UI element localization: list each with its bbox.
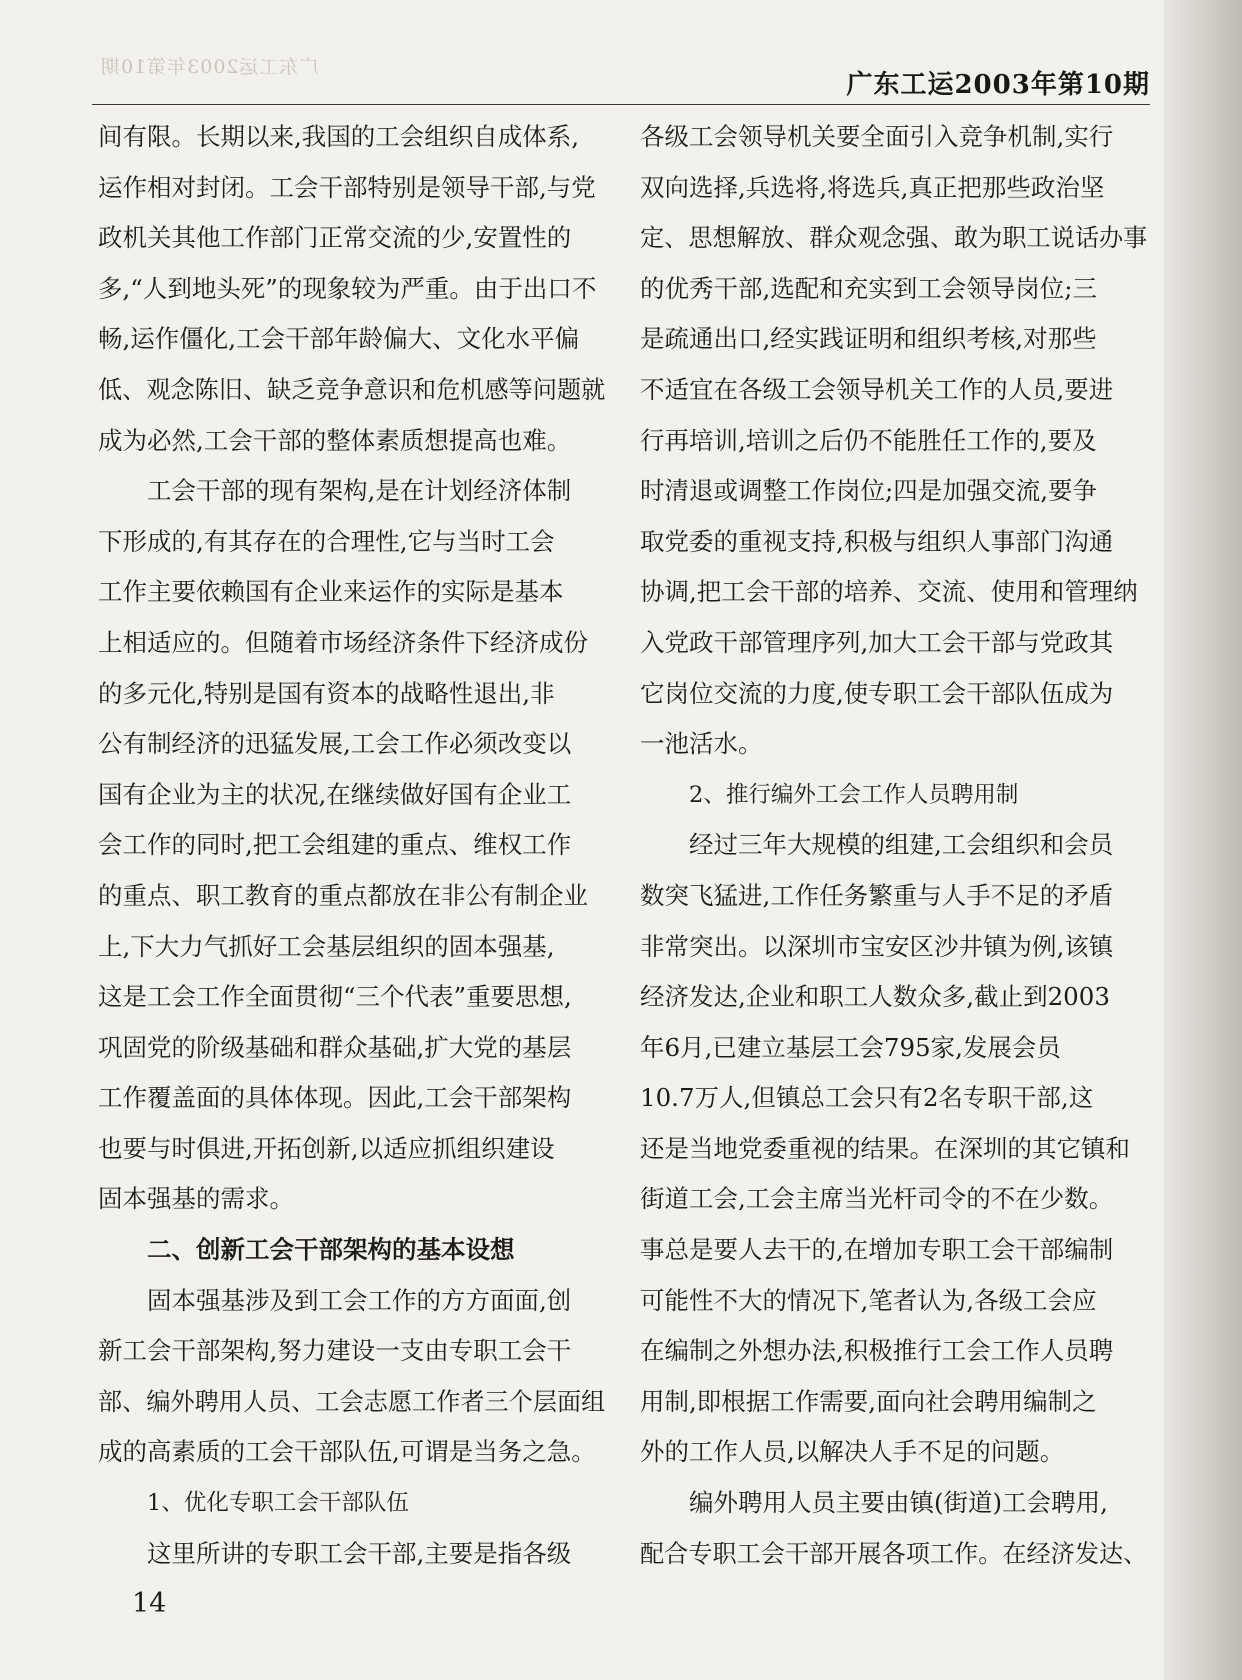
subsection-heading: 1、优化专职工会干部队伍 <box>147 1490 409 1517</box>
text-line: 在编制之外想办法,积极推行工会工作人员聘 <box>640 1336 1114 1366</box>
text-line: 上相适应的。但随着市场经济条件下经济成份 <box>98 627 588 657</box>
text-line: 还是当地党委重视的结果。在深圳的其它镇和 <box>640 1133 1130 1163</box>
text-line: 这是工会工作全面贯彻“三个代表”重要思想, <box>98 982 572 1012</box>
text-line: 数突飞猛进,工作任务繁重与人手不足的矛盾 <box>640 880 1114 910</box>
text-line: 取党委的重视支持,积极与组织人事部门沟通 <box>640 526 1114 556</box>
text-line: 协调,把工会干部的培养、交流、使用和管理纳 <box>640 577 1138 607</box>
text-line: 工作覆盖面的具体体现。因此,工会干部架构 <box>98 1083 572 1113</box>
text-line: 运作相对封闭。工会干部特别是领导干部,与党 <box>98 172 596 202</box>
text-line: 不适宜在各级工会领导机关工作的人员,要进 <box>640 374 1114 404</box>
text-line: 下形成的,有其存在的合理性,它与当时工会 <box>98 526 555 556</box>
text-line: 用制,即根据工作需要,面向社会聘用编制之 <box>640 1386 1097 1416</box>
text-line: 政机关其他工作部门正常交流的少,安置性的 <box>98 223 572 253</box>
text-line: 成的高素质的工会干部队伍,可谓是当务之急。 <box>98 1437 596 1467</box>
section-heading: 二、创新工会干部架构的基本设想 <box>147 1235 515 1265</box>
text-line: 一池活水。 <box>640 729 763 759</box>
text-line: 会工作的同时,把工会组建的重点、维权工作 <box>98 830 572 860</box>
text-line: 年6月,已建立基层工会795家,发展会员 <box>640 1032 1061 1062</box>
text-line: 经过三年大规模的组建,工会组织和会员 <box>689 830 1114 860</box>
bleed-through-header: 广东工运2003年第10期 <box>100 56 319 78</box>
header-rule <box>92 104 1150 105</box>
text-line: 的重点、职工教育的重点都放在非公有制企业 <box>98 880 588 910</box>
text-line: 低、观念陈旧、缺乏竞争意识和危机感等问题就 <box>98 375 606 404</box>
text-line: 多,“人到地头死”的现象较为严重。由于出口不 <box>98 273 597 303</box>
text-line: 各级工会领导机关要全面引入竞争机制,实行 <box>640 122 1114 151</box>
text-line: 双向选择,兵选将,将选兵,真正把那些政治坚 <box>640 172 1105 202</box>
text-line: 它岗位交流的力度,使专职工会干部队伍成为 <box>640 678 1114 708</box>
text-line: 部、编外聘用人员、工会志愿工作者三个层面组 <box>98 1387 606 1416</box>
left-text-column <box>98 112 606 1572</box>
text-line: 这里所讲的专职工会干部,主要是指各级 <box>147 1538 572 1568</box>
text-line: 间有限。长期以来,我国的工会组织自成体系, <box>98 122 580 151</box>
page-number: 14 <box>132 1588 167 1619</box>
text-line: 时清退或调整工作岗位;四是加强交流,要争 <box>640 476 1098 506</box>
text-line: 公有制经济的迅猛发展,工会工作必须改变以 <box>98 729 572 759</box>
text-line: 的多元化,特别是国有资本的战略性退出,非 <box>98 678 555 708</box>
text-line: 配合专职工会干部开展各项工作。在经济发达、 <box>640 1539 1148 1568</box>
text-line: 行再培训,培训之后仍不能胜任工作的,要及 <box>640 425 1097 455</box>
text-line: 的优秀干部,选配和充实到工会领导岗位;三 <box>640 273 1098 303</box>
text-line: 非常突出。以深圳市宝安区沙井镇为例,该镇 <box>640 931 1114 961</box>
text-line: 工会干部的现有架构,是在计划经济体制 <box>147 476 572 506</box>
text-line: 也要与时俱进,开拓创新,以适应抓组织建设 <box>98 1133 555 1163</box>
text-line: 经济发达,企业和职工人数众多,截止到2003 <box>640 982 1110 1012</box>
text-line: 巩固党的阶级基础和群众基础,扩大党的基层 <box>98 1032 572 1062</box>
text-line: 可能性不大的情况下,笔者认为,各级工会应 <box>640 1285 1097 1315</box>
text-line: 定、思想解放、群众观念强、敢为职工说话办事 <box>640 224 1148 253</box>
text-line: 街道工会,工会主席当光杆司令的不在少数。 <box>640 1184 1114 1214</box>
text-line: 外的工作人员,以解决人手不足的问题。 <box>640 1437 1065 1467</box>
subsection-heading: 2、推行编外工会工作人员聘用制 <box>689 781 1019 808</box>
text-line: 上,下大力气抓好工会基层组织的固本强基, <box>98 931 555 961</box>
text-line: 编外聘用人员主要由镇(街道)工会聘用, <box>689 1488 1108 1518</box>
text-line: 成为必然,工会干部的整体素质想提高也难。 <box>98 425 572 455</box>
right-text-column <box>640 112 1148 1572</box>
text-line: 入党政干部管理序列,加大工会干部与党政其 <box>640 627 1114 657</box>
text-line: 事总是要人去干的,在增加专职工会干部编制 <box>640 1235 1114 1265</box>
text-line: 国有企业为主的状况,在继续做好国有企业工 <box>98 779 572 809</box>
text-line: 新工会干部架构,努力建设一支由专职工会干 <box>98 1336 572 1366</box>
text-line: 固本强基涉及到工会工作的方方面面,创 <box>147 1285 572 1315</box>
journal-header: 广东工运2003年第10期 <box>846 70 1150 100</box>
text-line: 10.7万人,但镇总工会只有2名专职干部,这 <box>640 1083 1094 1113</box>
text-line: 工作主要依赖国有企业来运作的实际是基本 <box>98 577 564 607</box>
scan-page-edge-shadow <box>1164 0 1242 1680</box>
text-line: 畅,运作僵化,工会干部年龄偏大、文化水平偏 <box>98 324 580 354</box>
text-line: 固本强基的需求。 <box>98 1184 294 1214</box>
text-line: 是疏通出口,经实践证明和组织考核,对那些 <box>640 324 1097 354</box>
